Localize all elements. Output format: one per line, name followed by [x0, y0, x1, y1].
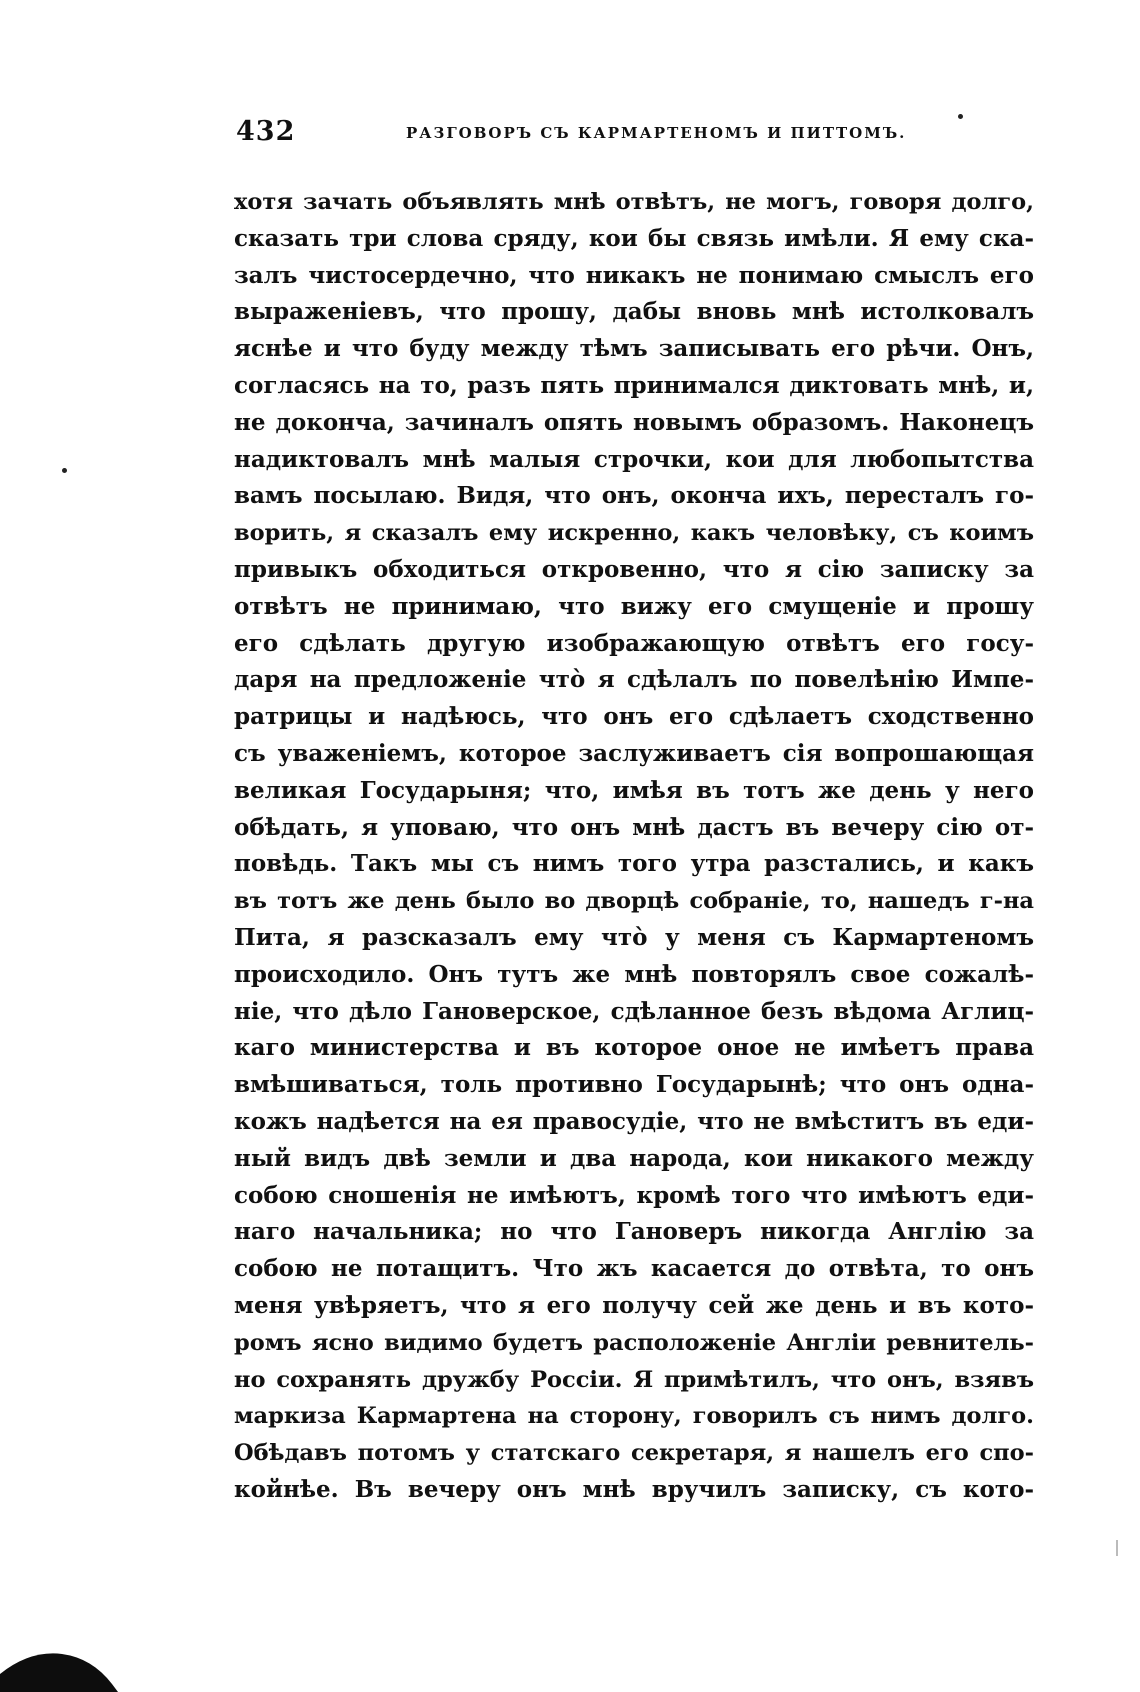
- text-line: даря на предложеніе что̀ я сдѣлалъ по повелѣнію Импе-: [234, 666, 1034, 694]
- text-line: вамъ посылаю. Видя, что онъ, оконча ихъ, пересталъ го-: [234, 482, 1034, 510]
- running-head: РАЗГОВОРЪ СЪ КАРМАРТЕНОМЪ И ПИТТОМЪ.: [406, 124, 907, 142]
- text-line: не докончa, зачиналъ опять новымъ образомъ. Наконецъ: [234, 408, 1034, 436]
- page-number: 432: [236, 116, 296, 147]
- text-line: ромъ ясно видимо будетъ расположеніе Англіи ревнитель-: [234, 1329, 1034, 1356]
- margin-mark: [1116, 1540, 1118, 1556]
- text-line: съ уваженіемъ, которое заслуживаетъ сія вопрошающая: [234, 739, 1034, 767]
- text-line: выраженіевъ, что прошу, дабы вновь мнѣ истолковалъ: [234, 298, 1034, 326]
- text-line: собою сношенія не имѣютъ, кромѣ того что имѣютъ еди-: [234, 1181, 1034, 1209]
- print-speck-left-margin: [62, 468, 67, 473]
- text-line: каго министерства и въ которое оное не имѣетъ права: [234, 1034, 1034, 1062]
- text-line: ратрицы и надѣюсь, что онъ его сдѣлаетъ сходственно: [234, 703, 1034, 731]
- text-line: Пита, я разсказалъ ему что̀ у меня съ Кармартеномъ: [234, 923, 1034, 951]
- text-line: вмѣшиваться, толь противно Государынѣ; что онъ одна-: [234, 1071, 1034, 1099]
- text-line: великая Государыня; что, имѣя въ тотъ же день у него: [234, 776, 1034, 804]
- body-text: [234, 184, 1034, 1509]
- print-speck-top-right: [958, 114, 963, 119]
- text-line: Обѣдавъ потомъ у статскаго секретаря, я нашелъ его спо-: [234, 1440, 1034, 1467]
- text-line: меня увѣряетъ, что я его получу сей же день и въ кото-: [234, 1291, 1034, 1319]
- text-line: койнѣе. Въ вечеру онъ мнѣ вручилъ записку, съ кото-: [234, 1475, 1034, 1503]
- text-line: ніе, что дѣло Гановерское, сдѣланное безъ вѣдома Аглиц-: [234, 997, 1034, 1025]
- text-line: но сохранять дружбу Россіи. Я примѣтилъ, что онъ, взявъ: [234, 1366, 1034, 1393]
- text-line: яснѣе и что буду между тѣмъ записывать его рѣчи. Онъ,: [234, 335, 1034, 363]
- text-line: въ тотъ же день было во дворцѣ собраніе, то, нашедъ г-на: [234, 888, 1034, 915]
- text-line: наго начальника; но что Гановеръ никогда Англію за: [234, 1218, 1034, 1246]
- page-header: [236, 116, 1036, 156]
- text-line: повѣдь. Такъ мы съ нимъ того утра разстались, и какъ: [234, 850, 1034, 878]
- ink-smudge: [0, 1644, 118, 1692]
- text-line: кожъ надѣется на ея правосудіе, что не вмѣститъ въ еди-: [234, 1107, 1034, 1135]
- text-line: надиктовалъ мнѣ малыя строчки, кои для любопытства: [234, 445, 1034, 473]
- text-line: происходило. Онъ тутъ же мнѣ повторялъ свое сожалѣ-: [234, 960, 1034, 988]
- text-line: привыкъ обходиться откровенно, что я сію записку за: [234, 555, 1034, 583]
- text-line: ный видъ двѣ земли и два народа, кои никакого между: [234, 1144, 1034, 1172]
- text-line: отвѣтъ не принимаю, что вижу его смущеніе и прошу: [234, 592, 1034, 620]
- text-line: его сдѣлать другую изображающую отвѣтъ его госу-: [234, 629, 1034, 657]
- text-line: собою не потащитъ. Что жъ касается до отвѣта, то онъ: [234, 1255, 1034, 1283]
- text-line: сказать три слова сряду, кои бы связь имѣли. Я ему ска-: [234, 224, 1034, 252]
- text-line: ворить, я сказалъ ему искренно, какъ человѣку, съ коимъ: [234, 520, 1034, 547]
- text-line: согласясь на то, разъ пять принимался диктовать мнѣ, и,: [234, 371, 1034, 399]
- text-line: маркиза Кармартена на сторону, говорилъ съ нимъ долго.: [234, 1403, 1034, 1430]
- text-line: залъ чистосердечно, что никакъ не понимаю смыслъ его: [234, 261, 1034, 289]
- text-line: обѣдать, я уповаю, что онъ мнѣ дастъ въ вечеру сію от-: [234, 813, 1034, 841]
- text-line: хотя зачать объявлять мнѣ отвѣтъ, не могъ, говоря долго,: [234, 189, 1034, 215]
